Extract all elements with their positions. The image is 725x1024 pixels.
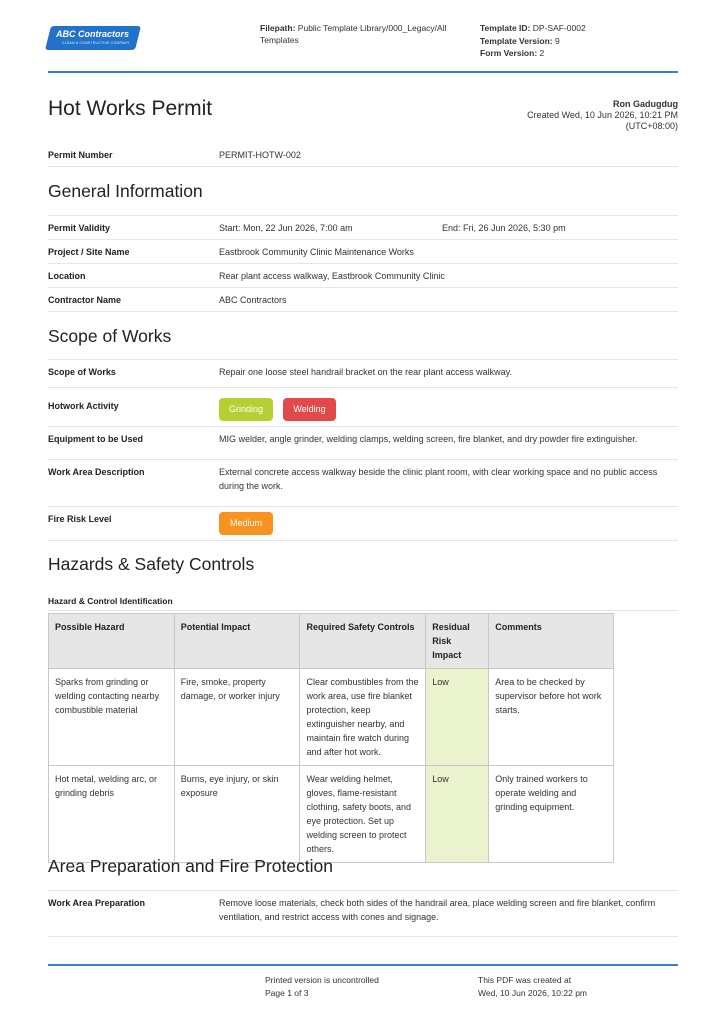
hazard-table-title: Hazard & Control Identification xyxy=(48,596,173,606)
contractor-label: Contractor Name xyxy=(48,295,122,305)
form-version-value: 2 xyxy=(539,48,545,58)
table-header-row xyxy=(49,614,614,669)
equipment-label: Equipment to be Used xyxy=(48,434,144,444)
logo-subtext: CLEAN & CONSTRUCTIVE COMPANY xyxy=(62,41,130,45)
table-row xyxy=(49,669,614,766)
filepath xyxy=(260,22,460,46)
scope-of-works-heading: Scope of Works xyxy=(48,326,172,346)
table-row xyxy=(49,766,614,863)
page-number: Page 1 of 3 xyxy=(265,988,309,998)
activity-tag-welding: Welding xyxy=(283,398,336,421)
activity-tag-grinding: Grinding xyxy=(219,398,273,421)
area-preparation-heading: Area Preparation and Fire Protection xyxy=(48,856,334,876)
work-area-row xyxy=(48,460,678,507)
footer-divider xyxy=(48,964,678,966)
scope-row xyxy=(48,360,678,388)
footer-right xyxy=(478,974,587,1000)
section-divider xyxy=(48,610,678,611)
work-area-preparation-label: Work Area Preparation xyxy=(48,898,146,908)
page-title: Hot Works Permit xyxy=(48,97,213,120)
comments-cell: Area to be checked by supervisor before hot work starts. xyxy=(489,669,614,766)
location-label: Location xyxy=(48,271,86,281)
location-row xyxy=(48,264,678,288)
template-id-label: Template ID: xyxy=(480,23,531,33)
created-timezone: (UTC+08:00) xyxy=(625,121,678,131)
work-area-preparation-row xyxy=(48,891,678,937)
column-header: Residual Risk Impact xyxy=(426,614,489,669)
work-area-value: External concrete access walkway beside the clinic plant room, with clear working space and no public access during the work. xyxy=(219,467,658,491)
scope-label: Scope of Works xyxy=(48,367,116,377)
project-label: Project / Site Name xyxy=(48,247,130,257)
logo-text: ABC Contractors xyxy=(56,29,130,39)
contractor-value: ABC Contractors xyxy=(219,295,287,305)
hazard-table xyxy=(48,613,614,863)
permit-number-row xyxy=(48,140,678,167)
column-header: Possible Hazard xyxy=(49,614,175,669)
hazard-cell: Hot metal, welding arc, or grinding debris xyxy=(49,766,175,863)
residual-risk-cell: Low xyxy=(426,766,489,863)
work-area-label: Work Area Description xyxy=(48,467,145,477)
uncontrolled-notice: Printed version is uncontrolled xyxy=(265,975,379,985)
template-version-label: Template Version: xyxy=(480,35,553,46)
hotwork-activity-label: Hotwork Activity xyxy=(48,401,119,411)
residual-risk-cell: Low xyxy=(426,669,489,766)
template-version-value: 9 xyxy=(554,35,560,46)
creator-name: Ron Gadugdug xyxy=(613,99,678,109)
permit-validity-row xyxy=(48,216,678,240)
pdf-created-date: Wed, 10 Jun 2026, 10:22 pm xyxy=(478,988,588,998)
column-header: Potential Impact xyxy=(174,614,300,669)
column-header: Comments xyxy=(489,614,614,669)
footer-left xyxy=(265,974,379,1000)
fire-risk-row xyxy=(48,507,678,541)
column-header: Required Safety Controls xyxy=(300,614,426,669)
work-area-preparation-value: Remove loose materials, check both sides of the handrail area, place welding screen and fire blanket, confirm ventilation, and restrict access with cones and signage. xyxy=(219,898,656,922)
filepath-value: Public Template Library/000_Legacy/All Templates xyxy=(260,23,447,45)
fire-risk-badge: Medium xyxy=(219,512,273,535)
hotwork-activity-row xyxy=(48,388,678,427)
impact-cell: Burns, eye injury, or skin exposure xyxy=(174,766,300,863)
comments-cell: Only trained workers to operate welding and grinding equipment. xyxy=(489,766,614,863)
pdf-created-label: This PDF was created at xyxy=(478,975,572,985)
equipment-row xyxy=(48,427,678,460)
created-date: Created Wed, 10 Jun 2026, 10:21 PM xyxy=(527,110,678,120)
general-information-heading: General Information xyxy=(48,181,203,201)
location-value: Rear plant access walkway, Eastbrook Community Clinic xyxy=(219,271,445,281)
permit-validity-label: Permit Validity xyxy=(48,223,111,233)
permit-number-label: Permit Number xyxy=(48,150,113,160)
validity-end: End: Fri, 26 Jun 2026, 5:30 pm xyxy=(442,223,566,233)
contractor-row xyxy=(48,288,678,312)
permit-number-value: PERMIT-HOTW-002 xyxy=(219,150,301,160)
project-row xyxy=(48,240,678,264)
validity-start: Start: Mon, 22 Jun 2026, 7:00 am xyxy=(219,223,353,233)
project-value: Eastbrook Community Clinic Maintenance Works xyxy=(219,247,414,257)
header-divider xyxy=(48,71,678,73)
form-version-label: Form Version: xyxy=(480,48,538,58)
controls-cell: Clear combustibles from the work area, use fire blanket protection, keep extinguisher nearby, and maintain fire watch during and after hot work. xyxy=(300,669,426,766)
filepath-label: Filepath: xyxy=(260,23,296,33)
equipment-value: MIG welder, angle grinder, welding clamps, welding screen, fire blanket, and dry powder fire extinguisher. xyxy=(219,434,638,444)
hazards-heading: Hazards & Safety Controls xyxy=(48,554,255,574)
page-header xyxy=(0,0,725,74)
template-meta xyxy=(480,22,586,60)
hazard-cell: Sparks from grinding or welding contacting nearby combustible material xyxy=(49,669,175,766)
controls-cell: Wear welding helmet, gloves, flame-resistant clothing, safety boots, and eye protection. Set up welding screen to protect others. xyxy=(300,766,426,863)
company-logo xyxy=(48,26,138,50)
scope-value: Repair one loose steel handrail bracket on the rear plant access walkway. xyxy=(219,367,512,377)
template-id-value: DP-SAF-0002 xyxy=(532,23,586,33)
fire-risk-label: Fire Risk Level xyxy=(48,514,112,524)
creator-info xyxy=(527,99,678,132)
impact-cell: Fire, smoke, property damage, or worker injury xyxy=(174,669,300,766)
